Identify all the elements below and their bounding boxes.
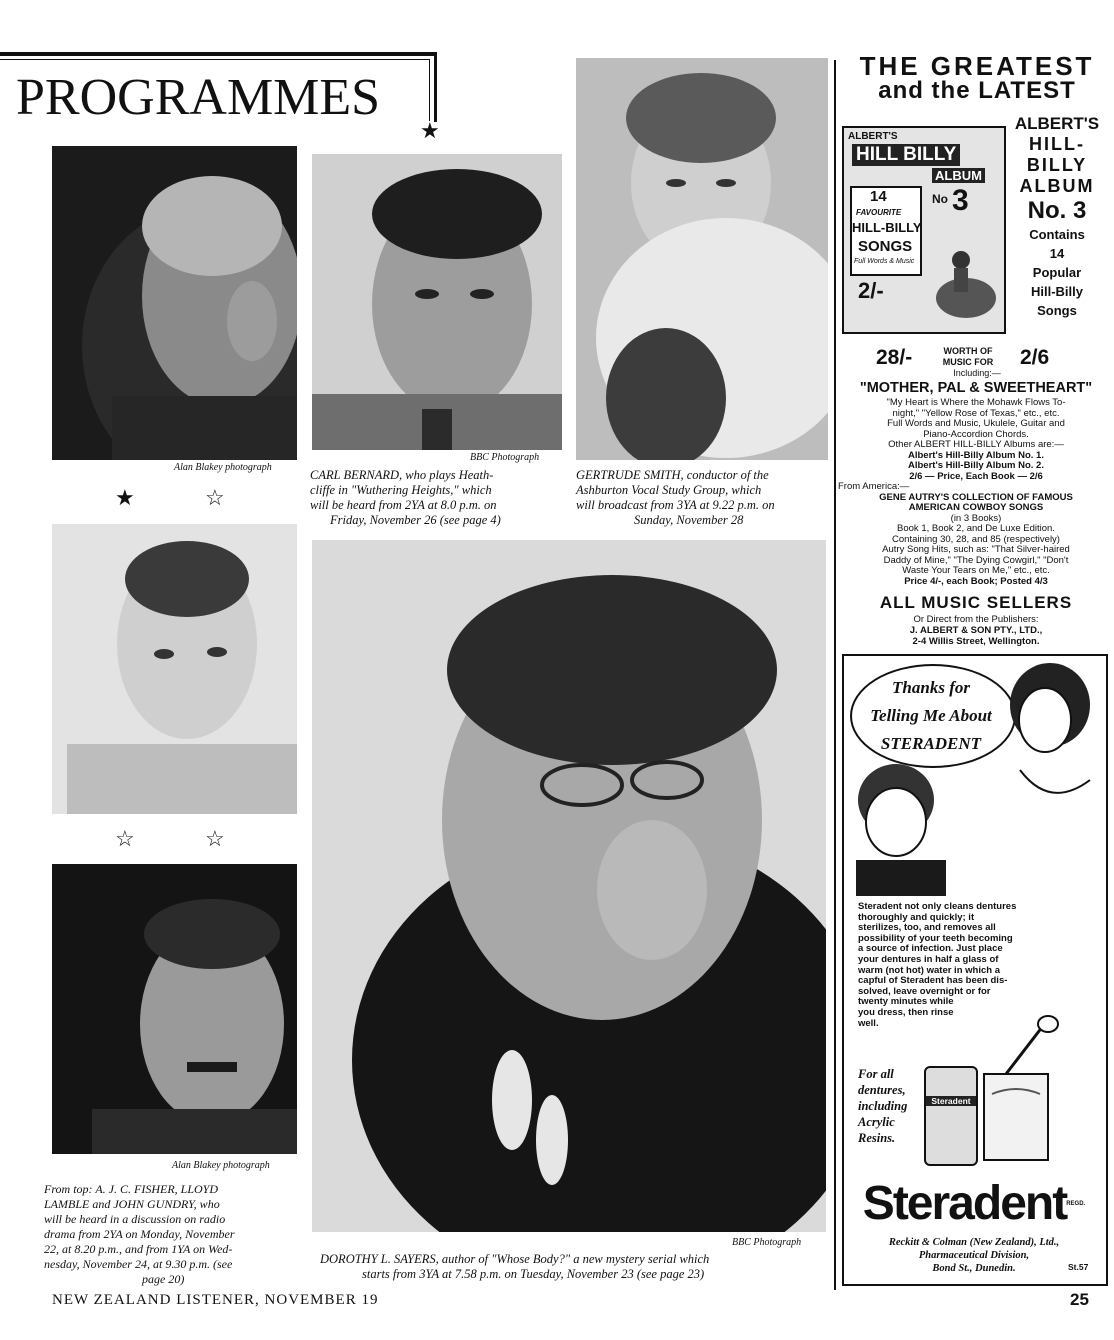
including-label: Including:— xyxy=(953,368,1001,378)
desc-line: Containing 30, 28, and 85 (respectively) xyxy=(892,533,1060,545)
caption-trio-line: page 20) xyxy=(142,1272,185,1286)
body-line: your dentures in half a glass of xyxy=(858,953,999,965)
page-title: PROGRAMMES xyxy=(16,69,381,126)
side-line: Contains xyxy=(1029,227,1085,242)
body-line: capful of Steradent has been dis- xyxy=(858,975,1008,987)
footer-title: NEW ZEALAND LISTENER, NOVEMBER 19 xyxy=(52,1292,379,1308)
caption-smith-line: GERTRUDE SMITH, conductor of the xyxy=(576,468,769,482)
steradent-brand xyxy=(846,1176,1102,1232)
cover-price: 2/- xyxy=(858,278,884,303)
steradent-body xyxy=(858,902,1072,1029)
cover-title-2: ALBUM xyxy=(932,168,985,183)
decor-star-2: ☆ xyxy=(205,485,225,510)
photo-credit-fisher: Alan Blakey photograph xyxy=(174,462,272,473)
side-line: ALBERT'S xyxy=(1014,114,1100,133)
photo-gundry xyxy=(52,864,297,1154)
desc-line: AMERICAN COWBOY SONGS xyxy=(908,502,1044,513)
bubble-line: Thanks for xyxy=(892,678,970,697)
header-bracket-thick xyxy=(434,52,437,122)
body-line: solved, leave overnight or for xyxy=(858,985,991,997)
bubble-line: Telling Me About xyxy=(870,706,992,725)
body-line: Steradent not only cleans dentures xyxy=(858,901,1017,912)
body-line: sterilizes, too, and removes all xyxy=(858,922,996,934)
desc-line: 2/6 — Price, Each Book — 2/6 xyxy=(909,470,1043,482)
albert-desc xyxy=(838,398,1114,587)
caption-trio-line: nesday, November 24, at 9.30 p.m. (see xyxy=(44,1257,233,1271)
worth-left: 28/- xyxy=(876,346,913,369)
body-line: you dress, then rinse xyxy=(858,1006,954,1018)
side-line: ALBUM xyxy=(1019,176,1095,196)
cover-num: 3 xyxy=(952,184,969,217)
for-line: including xyxy=(858,1099,908,1113)
photo-credit-gundry: Alan Blakey photograph xyxy=(172,1160,270,1171)
man-illustration-icon xyxy=(846,760,966,896)
caption-bernard-line: Friday, November 26 (see page 4) xyxy=(330,513,501,527)
desc-line: (in 3 Books) xyxy=(950,512,1002,524)
albert-headline-1: THE GREATEST xyxy=(859,51,1095,81)
photo-smith xyxy=(576,58,828,460)
cover-no: No xyxy=(932,192,948,206)
caption-trio-line: will be heard in a discussion on radio xyxy=(44,1212,226,1226)
page-number: 25 xyxy=(1070,1290,1089,1309)
side-line: Popular xyxy=(1032,265,1082,280)
caption-sayers xyxy=(320,1252,830,1282)
feature-song: "MOTHER, PAL & SWEETHEART" xyxy=(859,380,1093,396)
decor-star-4: ☆ xyxy=(205,826,225,851)
photo-lamble xyxy=(52,524,297,814)
caption-trio xyxy=(44,1182,304,1287)
caption-trio-line: From top: A. J. C. FISHER, LLOYD xyxy=(44,1182,218,1196)
side-line: Hill-Billy xyxy=(1030,284,1083,299)
steradent-code: St.57 xyxy=(1068,1262,1089,1272)
desc-line: night," "Yellow Rose of Texas," etc., etc. xyxy=(892,407,1060,419)
desc-line: Albert's Hill-Billy Album No. 2. xyxy=(908,460,1044,471)
maker-line: Reckitt & Colman (New Zealand), Ltd., xyxy=(888,1237,1060,1248)
header-star: ★ xyxy=(420,118,440,143)
caption-sayers-line: starts from 3YA at 7.58 p.m. on Tuesday, November 23 (see page 23) xyxy=(362,1267,705,1281)
for-line: Resins. xyxy=(858,1131,896,1145)
desc-line: From America:— xyxy=(838,481,910,492)
body-line: possibility of your teeth becoming xyxy=(858,932,1013,944)
desc-line: "My Heart is Where the Mohawk Flows To- xyxy=(886,397,1066,408)
worth-mid-line: WORTH OF xyxy=(943,346,993,356)
caption-sayers-line: DOROTHY L. SAYERS, author of "Whose Body?" a new mystery serial which xyxy=(320,1252,710,1266)
albert-side xyxy=(1004,114,1110,320)
decor-star-1: ★ xyxy=(115,485,135,510)
caption-trio-line: 22, at 8.20 p.m., and from 1YA on Wed- xyxy=(44,1242,233,1256)
caption-smith-line: Sunday, November 28 xyxy=(634,513,744,527)
cover-favourite: FAVOURITE xyxy=(856,208,902,217)
photo-credit-bernard: BBC Photograph xyxy=(470,452,540,463)
side-line: Songs xyxy=(1037,303,1077,318)
side-line: No. 3 xyxy=(1027,197,1087,224)
desc-line: Waste Your Tears on Me," etc., etc. xyxy=(902,565,1050,576)
cover-cowboy-icon xyxy=(926,238,1000,326)
albert-direct xyxy=(838,614,1114,647)
cover-title-1: HILL BILLY xyxy=(852,144,960,166)
photo-bernard xyxy=(312,154,562,450)
body-line: twenty minutes while xyxy=(858,996,954,1008)
caption-trio-line: LAMBLE and JOHN GUNDRY, who xyxy=(44,1197,220,1211)
desc-line: Albert's Hill-Billy Album No. 1. xyxy=(908,449,1044,461)
woman-illustration-icon xyxy=(990,660,1100,810)
desc-line: GENE AUTRY'S COLLECTION OF FAMOUS xyxy=(879,491,1073,503)
caption-bernard-line: cliffe in "Wuthering Heights," which xyxy=(310,483,492,497)
direct-line: 2-4 Willis Street, Wellington. xyxy=(912,636,1040,647)
side-line: BILLY xyxy=(1026,155,1088,175)
caption-smith xyxy=(576,468,832,528)
desc-line: Price 4/-, each Book; Posted 4/3 xyxy=(904,575,1048,587)
caption-bernard-line: CARL BERNARD, who plays Heath- xyxy=(310,468,494,482)
desc-line: Daddy of Mine," "The Dying Cowgirl," "Don't xyxy=(883,554,1069,566)
desc-line: Other ALBERT HILL-BILLY Albums are:— xyxy=(888,439,1064,450)
maker-line: Pharmaceutical Division, xyxy=(918,1250,1030,1261)
worth-mid xyxy=(928,346,1008,368)
side-line: 14 xyxy=(1049,246,1065,261)
cover-songs-1: HILL-BILLY xyxy=(852,220,922,235)
body-line: well. xyxy=(858,1017,879,1029)
side-line: HILL- xyxy=(1029,134,1085,154)
caption-smith-line: will broadcast from 3YA at 9.22 p.m. on xyxy=(576,498,775,512)
direct-line: Or Direct from the Publishers: xyxy=(913,614,1039,625)
desc-line: Piano-Accordion Chords. xyxy=(923,428,1029,440)
desc-line: Full Words and Music, Ukulele, Guitar and xyxy=(887,418,1065,429)
for-line: For all xyxy=(858,1067,894,1081)
worth-mid-line: MUSIC FOR xyxy=(942,357,994,367)
maker-line: Bond St., Dunedin. xyxy=(932,1263,1016,1274)
header-rule xyxy=(0,52,436,56)
brand-regd: REGD. xyxy=(1066,1201,1086,1207)
caption-smith-line: Ashburton Vocal Study Group, which xyxy=(576,483,762,497)
all-music-sellers: ALL MUSIC SELLERS xyxy=(879,593,1073,612)
album-cover xyxy=(842,126,1006,334)
column-divider xyxy=(834,60,836,1290)
body-line: warm (not hot) water in which a xyxy=(858,964,1000,976)
photo-credit-sayers: BBC Photograph xyxy=(732,1237,802,1248)
worth-right: 2/6 xyxy=(1020,346,1050,369)
steradent-maker xyxy=(846,1236,1102,1275)
header-rule-thin xyxy=(0,59,430,60)
cover-words: Full Words & Music xyxy=(854,258,915,265)
direct-line: J. ALBERT & SON PTY., LTD., xyxy=(909,625,1043,636)
steradent-tin xyxy=(924,1066,978,1166)
caption-trio-line: drama from 2YA on Monday, November xyxy=(44,1227,235,1241)
for-line: dentures, xyxy=(858,1083,906,1097)
cover-count: 14 xyxy=(870,188,887,205)
photo-fisher xyxy=(52,146,297,460)
cover-brand: ALBERT'S xyxy=(848,131,898,142)
desc-line: Book 1, Book 2, and De Luxe Edition. xyxy=(897,523,1055,534)
brand-name: Steradent xyxy=(862,1177,1067,1230)
for-line: Acrylic xyxy=(858,1115,895,1129)
header-bracket xyxy=(429,59,430,121)
decor-star-3: ☆ xyxy=(115,826,135,851)
glass-icon xyxy=(976,1014,1068,1164)
photo-sayers xyxy=(312,540,826,1232)
albert-headline-2: and the LATEST xyxy=(878,77,1076,104)
cover-songs-2: SONGS xyxy=(858,238,913,255)
body-line: a source of infection. Just place xyxy=(858,943,1003,955)
desc-line: Autry Song Hits, such as: "That Silver-haired xyxy=(882,544,1070,555)
tin-label: Steradent xyxy=(926,1096,976,1106)
caption-bernard-line: will be heard from 2YA at 8.0 p.m. on xyxy=(310,498,497,512)
caption-bernard xyxy=(310,468,566,528)
body-line: thoroughly and quickly; it xyxy=(858,911,975,923)
bubble-line: STERADENT xyxy=(880,734,982,753)
